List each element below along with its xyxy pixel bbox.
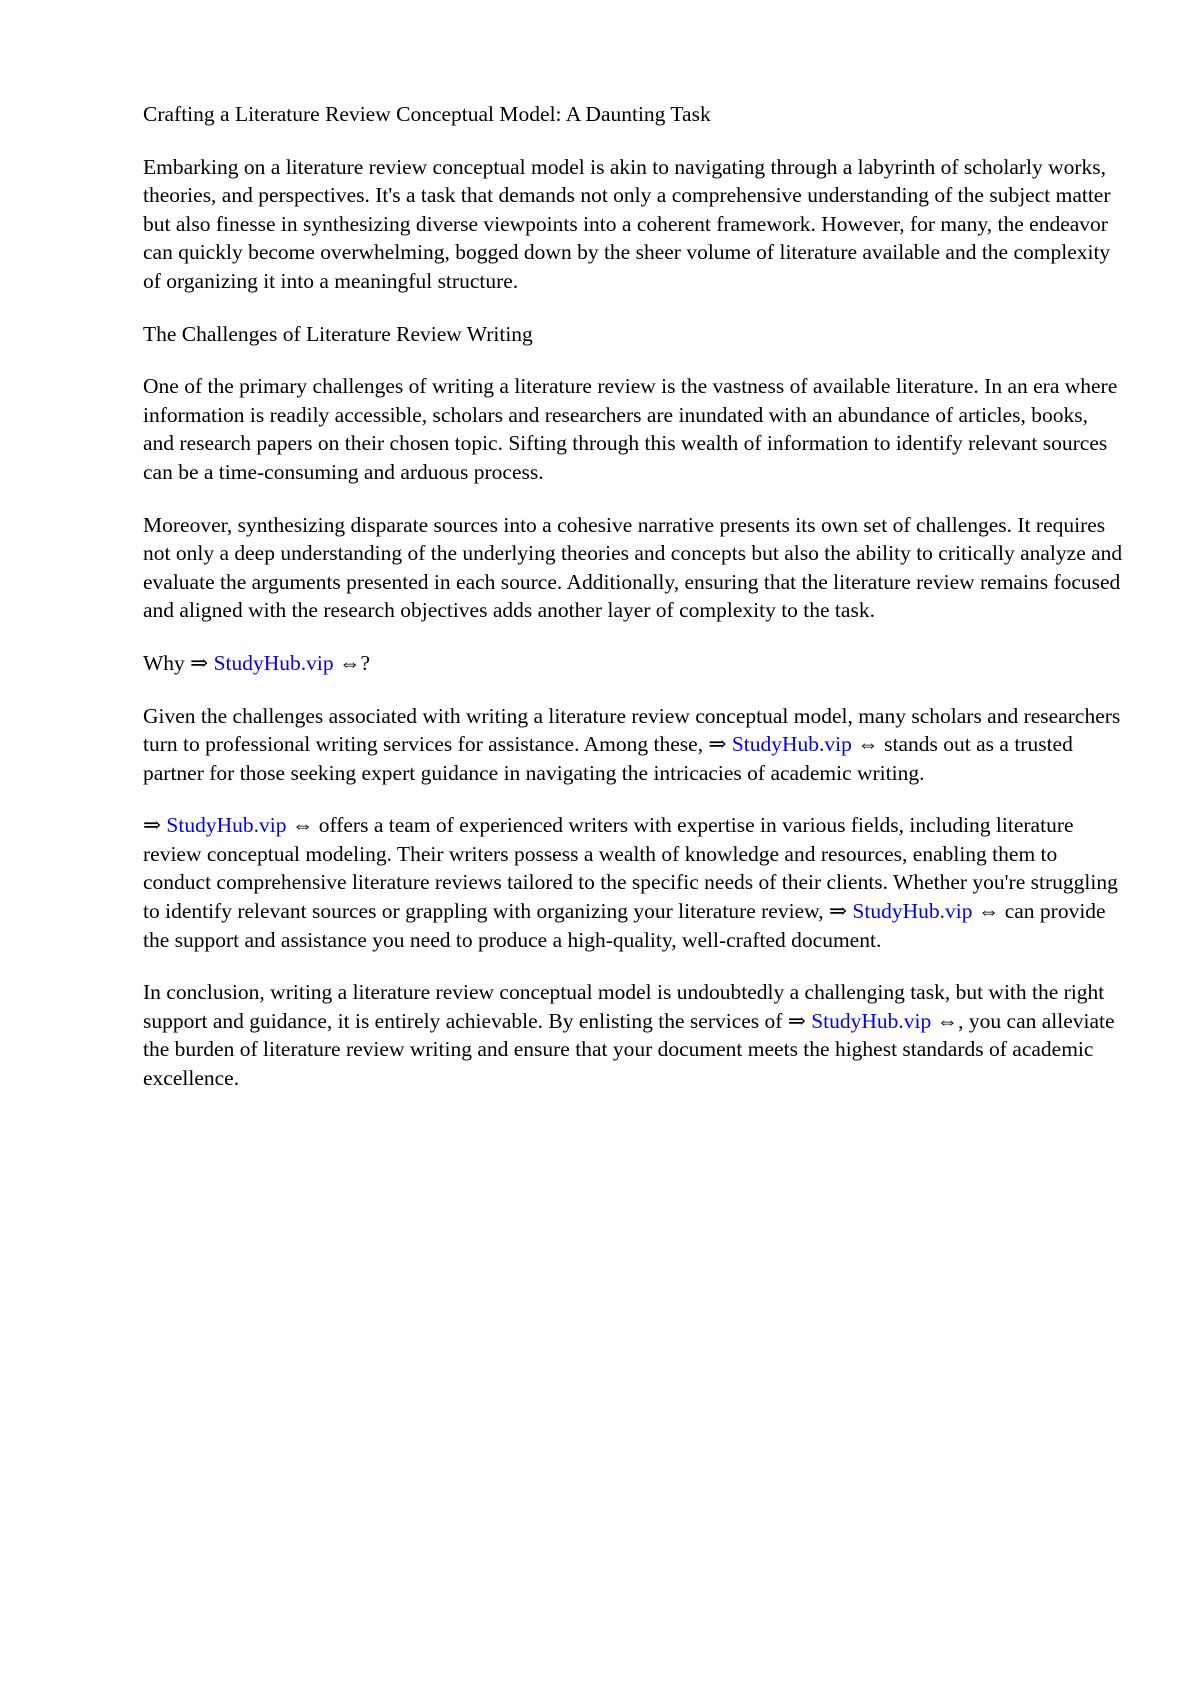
challenges-paragraph-1: One of the primary challenges of writing a literature review is the vastness of available literature. In an era where information is readily accessible, scholars and researchers are inundated with an abundance of articles, books, and research papers on their chosen topic. Sifting through this wealth of information to identify relevant sources can be a time-consuming and arduous process.	[143, 374, 1118, 484]
studyhub-link[interactable]: StudyHub.vip	[731, 732, 852, 757]
conclusion-paragraph	[143, 978, 1123, 1092]
given-text-post: ⇔ stands out as a trusted partner for those seeking expert guidance in navigating the intricacies of academic writing.	[143, 732, 1073, 785]
why-heading	[143, 649, 1123, 678]
offers-text-mid: ⇔ offers a team of experienced writers with expertise in various fields, including literature review conceptual modeling. Their writers possess a wealth of knowledge and resources, enabling them to conduct comprehensive literature reviews tailored to the specific needs of their clients. Whether you're struggling to identify relevant sources or grappling with organizing your literature review, ⇒	[143, 813, 1118, 924]
offers-paragraph	[143, 811, 1123, 954]
studyhub-link[interactable]: StudyHub.vip	[852, 899, 973, 924]
given-paragraph	[143, 702, 1123, 788]
document-title: Crafting a Literature Review Conceptual Model: A Daunting Task	[143, 102, 711, 126]
studyhub-link[interactable]: StudyHub.vip	[811, 1008, 932, 1033]
studyhub-link[interactable]: StudyHub.vip	[213, 650, 334, 675]
offers-text-post: ⇔ can provide the support and assistance you need to produce a high-quality, well-crafted document.	[143, 899, 1106, 952]
offers-text-pre: ⇒	[143, 813, 167, 838]
why-prefix: Why ⇒	[143, 650, 214, 675]
challenges-heading: The Challenges of Literature Review Writing	[143, 321, 533, 346]
studyhub-link[interactable]: StudyHub.vip	[166, 813, 287, 838]
challenges-paragraph-2: Moreover, synthesizing disparate sources into a cohesive narrative presents its own set of challenges. It requires not only a deep understanding of the underlying theories and concepts but also the ability to critically analyze and evaluate the arguments presented in each source. Additionally, ensuring that the literature review remains focused and aligned with the research objectives adds another layer of complexity to the task.	[143, 512, 1123, 623]
given-text-pre: Given the challenges associated with writing a literature review conceptual model, many scholars and researchers turn to professional writing services for assistance. Among these, ⇒	[143, 703, 1121, 757]
conclusion-text-post: ⇔, you can alleviate the burden of literature review writing and ensure that your document meets the highest standards of academic excellence.	[143, 1008, 1115, 1091]
intro-paragraph: Embarking on a literature review conceptual model is akin to navigating through a labyrinth of scholarly works, theories, and perspectives. It's a task that demands not only a comprehensive understanding of the subject matter but also finesse in synthesizing diverse viewpoints into a coherent framework. However, for many, the endeavor can quickly become overwhelming, bogged down by the sheer volume of literature available and the complexity of organizing it into a meaningful structure.	[143, 154, 1111, 293]
conclusion-text-pre: In conclusion, writing a literature review conceptual model is undoubtedly a challenging task, but with the right support and guidance, it is entirely achievable. By enlisting the services of ⇒	[143, 980, 1105, 1033]
document-page	[143, 100, 1123, 1117]
why-suffix: ⇔?	[333, 650, 371, 675]
